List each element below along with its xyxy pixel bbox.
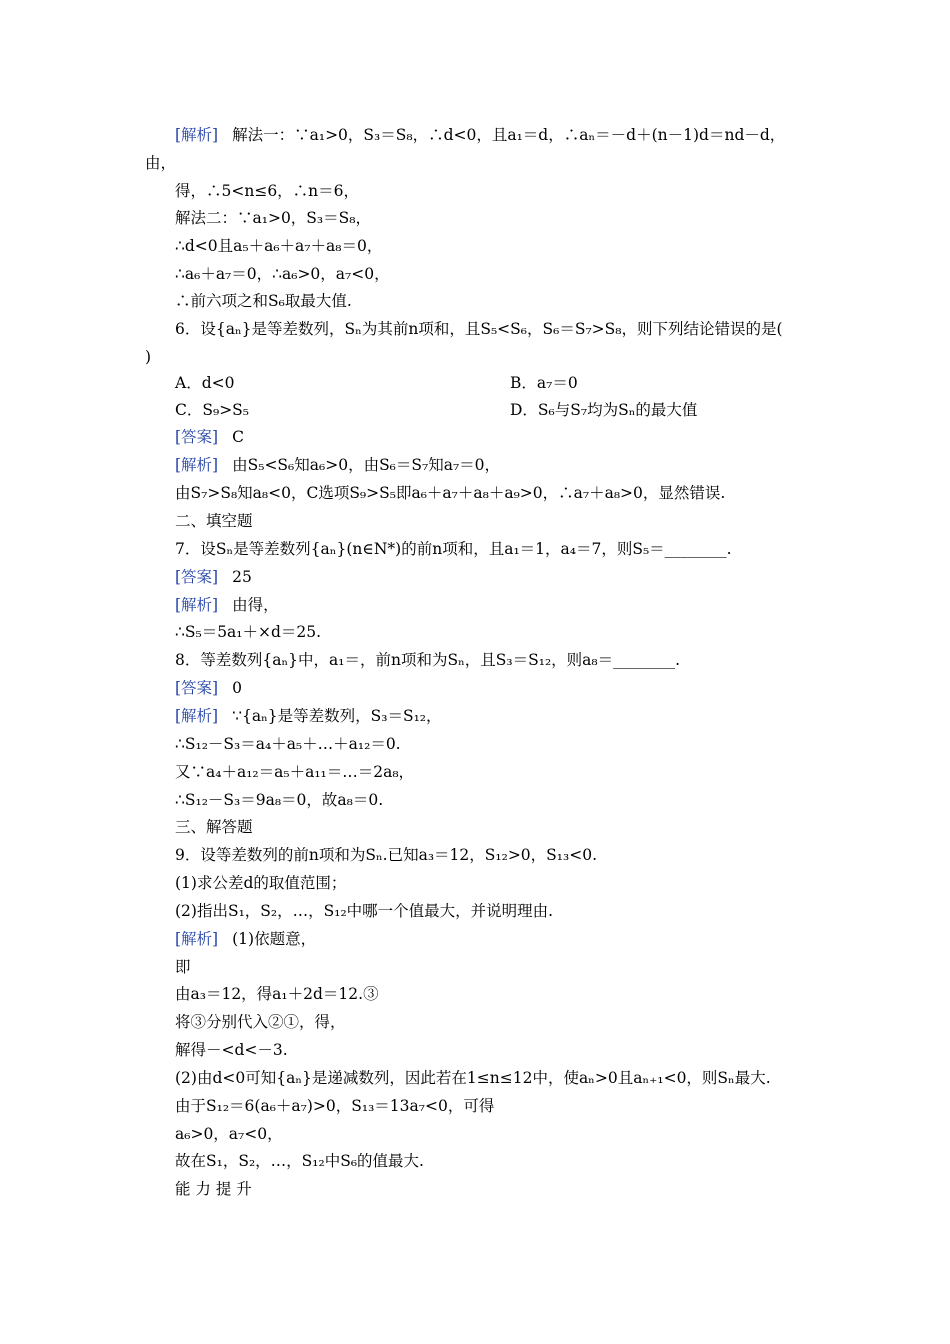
line-text: 由得，: [232, 596, 279, 614]
answer-value: 0: [232, 679, 242, 697]
text-line: [175, 928, 316, 950]
text-line: 故在S₁，S₂，…，S₁₂中S₆的值最大.: [175, 1152, 424, 1170]
text-line: ∴前六项之和S₆取最大值.: [175, 292, 352, 310]
text-line: 又∵a₄＋a₁₂＝a₅＋a₁₁＝…＝2a₈，: [175, 763, 415, 781]
text-line: 将③分别代入②①，得，: [175, 1013, 346, 1031]
option-c: C．S₉>S₅: [175, 401, 250, 419]
option-row: [175, 372, 234, 394]
text-line: 解得－<d<－3.: [175, 1041, 288, 1059]
answer-tag: [答案]: [175, 679, 219, 697]
text-line: ∴d<0且a₅＋a₆＋a₇＋a₈＝0，: [175, 237, 383, 255]
text-line: 解法二：∵a₁>0，S₃＝S₈，: [175, 209, 371, 227]
answer-value: 25: [232, 568, 252, 586]
text-line: [175, 124, 785, 146]
line-text: ∵{aₙ}是等差数列，S₃＝S₁₂，: [232, 707, 442, 725]
text-line: 由a₃＝12，得a₁＋2d＝12.③: [175, 985, 379, 1003]
analysis-tag: [解析]: [175, 930, 219, 948]
option-a: A．d<0: [175, 374, 235, 392]
analysis-tag: [解析]: [175, 456, 219, 474]
line-text: 由S₅<S₆知a₆>0，由S₆＝S₇知a₇＝0，: [232, 456, 501, 474]
text-line: 由，: [145, 154, 177, 172]
text-line: [175, 705, 442, 727]
text-line: a₆>0，a₇<0，: [175, 1125, 283, 1143]
answer-tag: [答案]: [175, 428, 219, 446]
text-line: ): [145, 348, 152, 366]
text-line: ∴S₁₂－S₃＝9a₈＝0，故a₈＝0.: [175, 791, 384, 809]
question-6: 6．设{aₙ}是等差数列，Sₙ为其前n项和，且S₅<S₆，S₆＝S₇>S₈，则下列结论错误的是(: [175, 320, 783, 338]
text-line: ∴S₁₂－S₃＝a₄＋a₅＋…＋a₁₂＝0.: [175, 735, 401, 753]
line-text: 解法一：∵a₁>0，S₃＝S₈，∴d<0，且a₁＝d，∴aₙ＝－d＋(n－1)d＝nd－d，: [232, 126, 786, 144]
answer-value: C: [232, 428, 244, 446]
text-line: (2)由d<0可知{aₙ}是递减数列，因此若在1≤n≤12中，使aₙ>0且aₙ₊₁<0，则Sₙ最大.: [175, 1069, 771, 1087]
analysis-tag: [解析]: [175, 126, 219, 144]
text-line: ∴S₅＝5a₁＋×d＝25.: [175, 623, 322, 641]
line-text: (1)依题意，: [232, 930, 317, 948]
analysis-tag: [解析]: [175, 707, 219, 725]
text-line: [175, 454, 500, 476]
answer-line: [175, 566, 252, 588]
text-line: (2)指出S₁，S₂，…，S₁₂中哪一个值最大，并说明理由.: [175, 902, 554, 920]
answer-tag: [答案]: [175, 568, 219, 586]
text-line: 由S₇>S₈知a₈<0，C选项S₉>S₅即a₆＋a₇＋a₈＋a₉>0，∴a₇＋a₈>0，显然错误.: [175, 484, 726, 502]
section-heading: 能 力 提 升: [175, 1180, 252, 1198]
option-d: D．S₆与S₇均为Sₙ的最大值: [510, 401, 698, 419]
question-9: 9．设等差数列的前n项和为Sₙ.已知a₃＝12，S₁₂>0，S₁₃<0.: [175, 846, 597, 864]
option-b: B．a₇＝0: [510, 374, 578, 392]
text-line: 由于S₁₂＝6(a₆＋a₇)>0，S₁₃＝13a₇<0，可得: [175, 1097, 495, 1115]
question-7: 7．设Sₙ是等差数列{aₙ}(n∈N*)的前n项和，且a₁＝1，a₄＝7，则S₅＝________.: [175, 540, 732, 558]
text-line: (1)求公差d的取值范围；: [175, 874, 347, 892]
section-heading: 二、填空题: [175, 512, 253, 530]
analysis-tag: [解析]: [175, 596, 219, 614]
question-8: 8．等差数列{aₙ}中，a₁＝，前n项和为Sₙ，且S₃＝S₁₂，则a₈＝________.: [175, 651, 681, 669]
section-heading: 三、解答题: [175, 818, 253, 836]
text-line: ∴a₆＋a₇＝0，∴a₆>0，a₇<0，: [175, 265, 390, 283]
text-line: 得，∴5<n≤6，∴n＝6，: [175, 182, 360, 200]
text-line: 即: [175, 958, 191, 976]
answer-line: [175, 426, 244, 448]
text-line: [175, 594, 279, 616]
answer-line: [175, 677, 242, 699]
